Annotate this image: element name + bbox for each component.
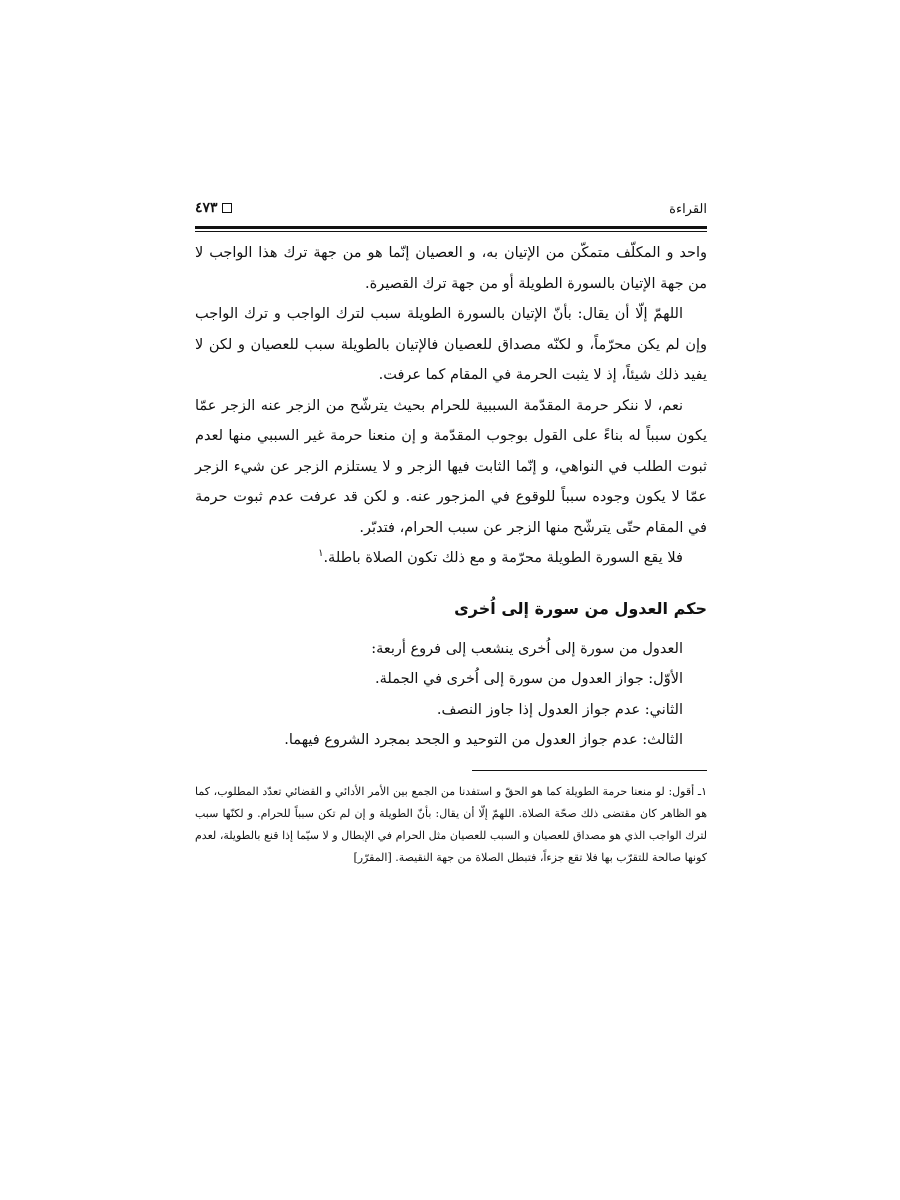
paragraph: واحد و المكلّف متمكّن من الإتيان به، و العصيان إنّما هو من جهة ترك هذا الواجب لا من جهة الإتيان بالسورة الطويلة أو من جهة ترك القصيرة. — [195, 245, 707, 292]
list-item: العدول من سورة إلى اُخرى ينشعب إلى فروع أربعة: — [371, 640, 683, 657]
paragraph: اللهمّ إلّا أن يقال: بأنّ الإتيان بالسورة الطويلة سبب لترك الواجب و ترك الواجب وإن لم يكن محرّماً، و لكنّه مصداق للعصيان فالإتيان بالطويلة سبب للعصيان و لكن لا يفيد ذلك شيئاً، إذ لا يثبت الحرمة في المقام كما عرفت. — [195, 306, 707, 383]
footnote — [195, 781, 707, 869]
list-item: الثالث: عدم جواز العدول من التوحيد و الجحد بمجرد الشروع فيهما. — [284, 732, 683, 748]
list-item: الأوّل: جواز العدول من سورة إلى اُخرى في الجملة. — [375, 671, 683, 687]
page-header — [195, 200, 707, 224]
page-number-block — [195, 200, 232, 216]
paragraph — [195, 543, 707, 574]
page — [195, 200, 707, 869]
body-text — [195, 238, 707, 574]
paragraph: نعم، لا ننكر حرمة المقدّمة السببية للحرام بحيث يترشّح من الزجر عنه الزجر عمّا يكون سبباً له بناءً على القول بوجوب المقدّمة و إن منعنا حرمة غير السببي منها لعدم ثبوت الطلب في النواهي، و إنّما الثابت فيها الزجر و لا يستلزم الزجر عن شيء الزجر عمّا لا يكون وجوده سبباً للوقوع في المزجور عنه. و لكن قد عرفت عدم ثبوت حرمة في المقام حتّى يترشّح منها الزجر عن سبب الحرام، فتدبّر. — [195, 397, 707, 536]
branches-list — [195, 634, 707, 756]
list-item: الثاني: عدم جواز العدول إذا جاوز النصف. — [436, 701, 683, 718]
square-icon — [222, 203, 232, 213]
header-rule-thick — [195, 226, 707, 229]
header-rule-thin — [195, 231, 707, 232]
footnote-divider — [472, 770, 707, 771]
paragraph-text: فلا يقع السورة الطويلة محرّمة و مع ذلك تكون الصلاة باطلة. — [323, 550, 683, 566]
section-heading: حكم العدول من سورة إلى اُخرى — [454, 598, 707, 618]
footnote-reference[interactable]: ١ — [318, 548, 324, 560]
page-number: ٤٧٣ — [195, 200, 218, 216]
running-title: القراءة — [669, 202, 707, 217]
footnote-text: ١ـ أقول: لو منعنا حرمة الطويلة كما هو الحقّ و استفدنا من الجمع بين الأمر الأدائي و القضائي تعدّد المطلوب، كما هو الظاهر كان مقتضى ذلك صحّة الصلاة. اللهمّ إلّا أن يقال: بأنّ الطويلة و إن لم تكن سبباً للحرام. و لكنّها سبب لترك الواجب الذي هو مصداق للعصيان و السبب للعصيان مثل الحرام في الإبطال و لا سيّما إذا قنع بالطويلة، لعدم كونها صالحة للتقرّب بها فلا تقع جزءاً، فتبطل الصلاة من جهة النقيصة. [المقرّر] — [195, 784, 707, 864]
